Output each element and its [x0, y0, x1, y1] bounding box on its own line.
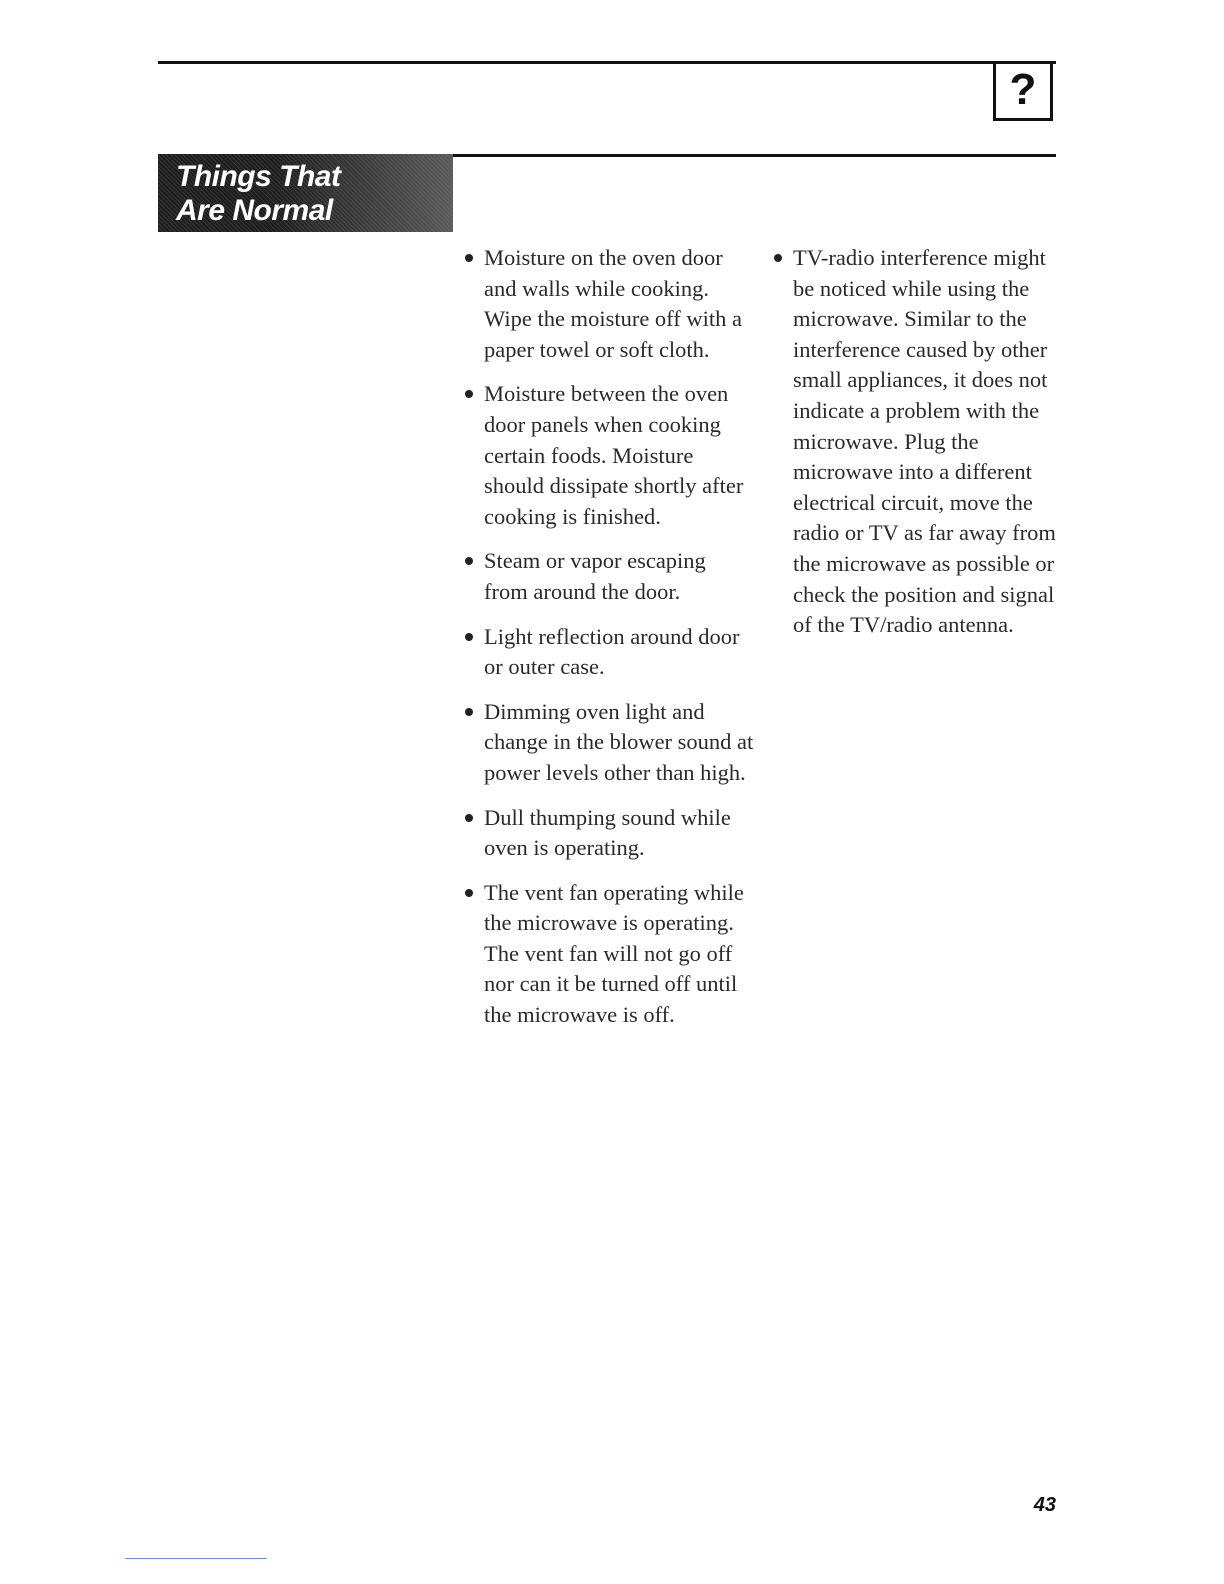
list-item-text: Dimming oven light and change in the blower sound at power levels other than high. — [484, 698, 754, 785]
help-question-icon: ? — [993, 61, 1053, 121]
section-header — [158, 154, 453, 232]
bullet-icon — [465, 708, 473, 716]
bullet-icon — [465, 254, 473, 262]
bullet-icon — [465, 889, 473, 897]
list-item-text: Dull thumping sound while oven is operating. — [484, 804, 731, 861]
list-item-text: Steam or vapor escaping from around the door. — [484, 548, 706, 604]
section-rule — [453, 154, 1056, 157]
footer-link-underline — [125, 1558, 267, 1559]
list-item-text: Moisture on the oven door and walls while cooking. Wipe the moisture off with a paper towel or soft cloth. — [484, 245, 742, 362]
list-item-text: Moisture between the oven door panels when cooking certain foods. Moisture should dissipate shortly after cooking is finished. — [484, 381, 744, 529]
list-item — [465, 878, 755, 1031]
bullet-icon — [465, 633, 473, 641]
section-title-line-1: Things That — [176, 160, 341, 193]
list-item — [465, 803, 755, 864]
bullet-icon — [465, 814, 473, 822]
normal-conditions-list-right — [774, 243, 1064, 641]
top-rule — [158, 61, 1056, 64]
list-item — [465, 546, 755, 607]
bullet-icon — [465, 557, 473, 565]
bullet-icon — [774, 254, 782, 262]
list-item-text: The vent fan operating while the microwave is operating. The vent fan will not go off nor can it be turned off until the microwave is off. — [484, 879, 744, 1028]
list-item-text: Light reflection around door or outer case. — [484, 623, 740, 680]
section-title-line-2: Are Normal — [176, 194, 333, 227]
list-item — [465, 243, 755, 365]
normal-conditions-list-left — [465, 243, 755, 1031]
list-item — [465, 622, 755, 683]
bullet-icon — [465, 390, 473, 398]
list-item-text: TV-radio interference might be noticed while using the microwave. Similar to the interference caused by other small appliances, it does not indicate a problem with the microwave. Plug the microwave into a different electrical circuit, move the radio or TV as far away from the microwave as possible or check the position and signal of the TV/radio antenna. — [793, 245, 1056, 638]
list-item — [465, 697, 755, 789]
list-item — [465, 379, 755, 532]
page-number: 43 — [1033, 1494, 1056, 1516]
list-item — [774, 243, 1064, 641]
